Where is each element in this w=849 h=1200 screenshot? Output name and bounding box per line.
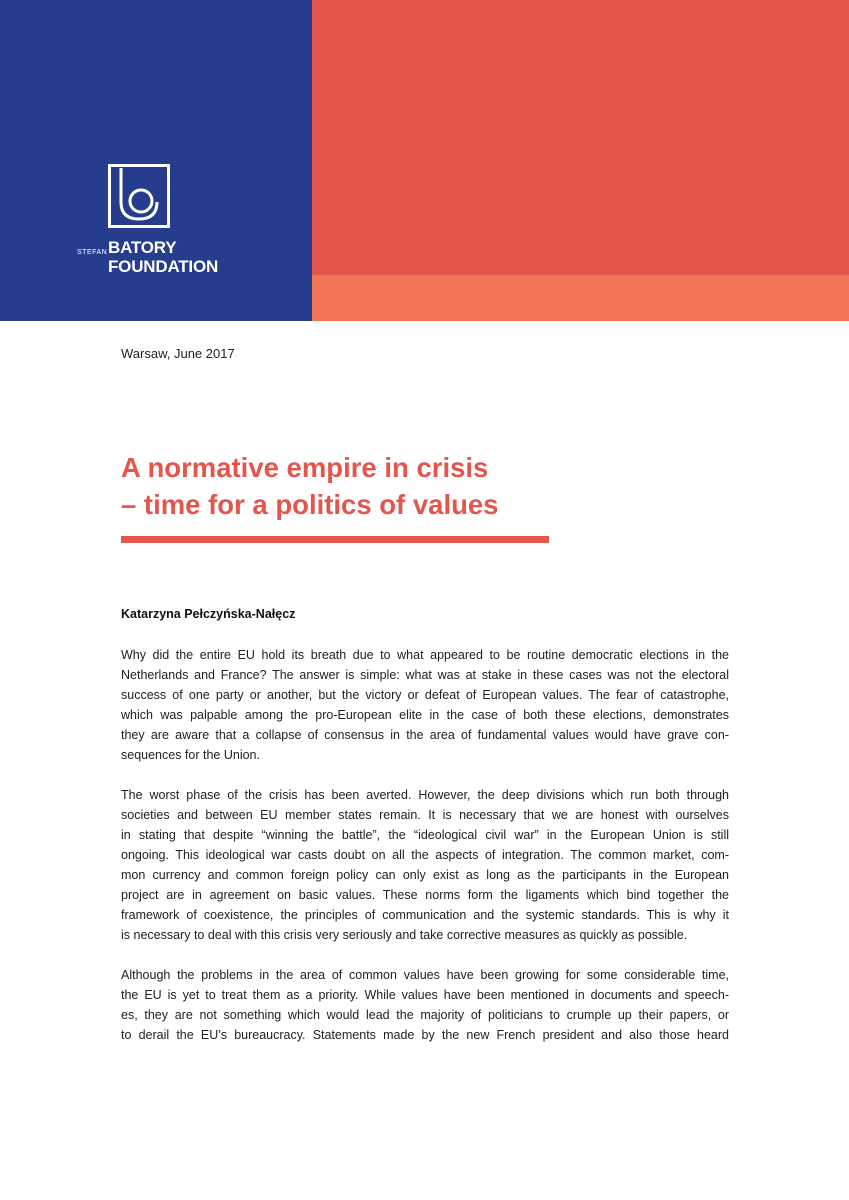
document-title xyxy=(121,449,601,523)
logo-word-foundation: FOUNDATION xyxy=(108,257,219,276)
text-line: Why did the entire EU hold its breath due to what appeared to be routine democratic elections in the xyxy=(121,648,729,662)
dateline: Warsaw, June 2017 xyxy=(121,346,235,361)
text-line: societies and between EU member states remain. It is necessary that we are honest with ourselves xyxy=(121,808,729,822)
text-line: to derail the EU’s bureaucracy. Statements made by the new French president and also those heard xyxy=(121,1028,729,1042)
text-line: sequences for the Union. xyxy=(121,748,260,762)
title-line: – time for a politics of values xyxy=(121,489,499,520)
text-line: they are aware that a collapse of consensus in the area of fundamental values would have grave con- xyxy=(121,728,729,742)
text-line: project are in agreement on basic values. These norms form the ligaments which bind together the xyxy=(121,888,729,902)
paragraph xyxy=(121,785,729,945)
text-line: in stating that despite “winning the battle”, the “ideological civil war” in the European Union is still xyxy=(121,828,729,842)
text-line: ongoing. This ideological war casts doubt on all the aspects of integration. The common market, com- xyxy=(121,848,729,862)
text-line: The worst phase of the crisis has been averted. However, the deep divisions which run both through xyxy=(121,788,729,802)
text-line: mon currency and common foreign policy can only exist as long as the participants in the European xyxy=(121,868,729,882)
author-name: Katarzyna Pełczyńska-Nałęcz xyxy=(121,607,296,621)
text-line: framework of coexistence, the principles of communication and the systemic standards. This is why it xyxy=(121,908,729,922)
text-line: which was palpable among the pro-European elite in the case of both these elections, demonstrates xyxy=(121,708,729,722)
title-underline xyxy=(121,536,549,543)
title-line: A normative empire in crisis xyxy=(121,452,489,483)
logo-word-stefan: STEFAN xyxy=(77,249,108,256)
logo-word-batory: BATORY xyxy=(108,238,177,257)
body-text xyxy=(121,645,729,1065)
foundation-logo-icon xyxy=(108,164,170,228)
header-banner-orange xyxy=(312,275,849,321)
text-line: success of one party or another, but the victory or defeat of European values. The fear of catastrophe, xyxy=(121,688,729,702)
text-line: Netherlands and France? The answer is simple: what was at stake in these cases was not the electoral xyxy=(121,668,729,682)
paragraph xyxy=(121,645,729,765)
text-line: Although the problems in the area of common values have been growing for some considerable time, xyxy=(121,968,729,982)
text-line: is necessary to deal with this crisis very seriously and take corrective measures as quickly as possible. xyxy=(121,928,688,942)
paragraph xyxy=(121,965,729,1045)
text-line: es, they are not something which would lead the majority of politicians to crumple up their papers, or xyxy=(121,1008,729,1022)
text-line: the EU is yet to treat them as a priority. While values have been mentioned in documents and speech- xyxy=(121,988,729,1002)
header-banner-red xyxy=(312,0,849,275)
